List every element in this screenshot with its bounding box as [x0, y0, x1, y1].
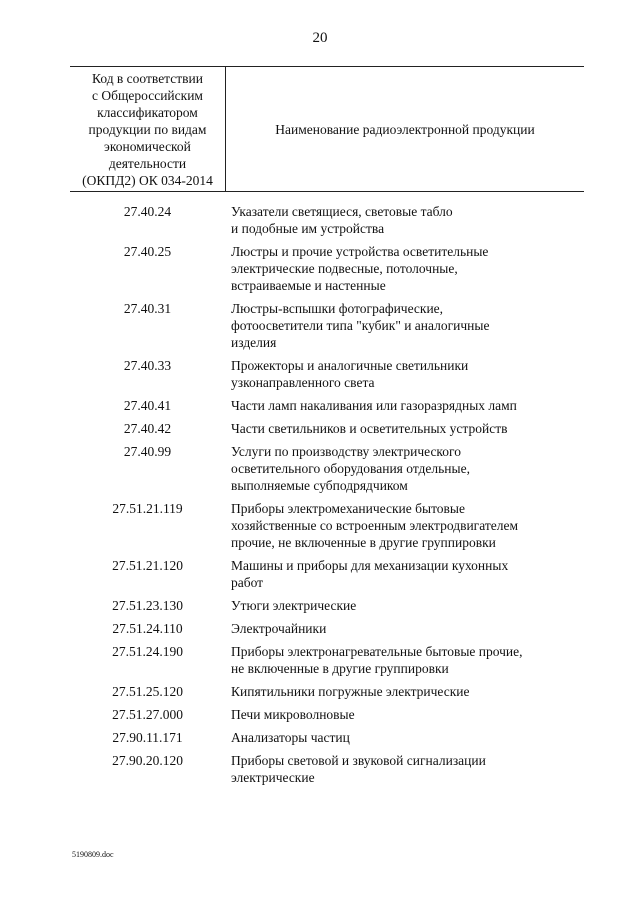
header-name-cell: [226, 67, 584, 191]
row-code: 27.40.25: [123, 244, 172, 259]
row-code: 27.40.99: [123, 444, 172, 459]
header-name-label: Наименование радиоэлектронной продукции: [275, 121, 535, 137]
page-number: 20: [312, 30, 328, 46]
row-code: 27.51.27.000: [112, 707, 183, 722]
row-name: Утюги электрические: [231, 598, 357, 613]
table-row: [70, 397, 584, 414]
table-row: [70, 729, 584, 746]
table-row: [70, 683, 584, 700]
table-header: [70, 66, 584, 192]
table-row: [70, 597, 584, 614]
table-row: [70, 443, 584, 494]
row-code: 27.40.33: [123, 358, 172, 373]
row-code: 27.40.31: [123, 301, 172, 316]
row-name: Кипятильники погружные электрические: [231, 684, 470, 699]
row-name: Люстры и прочие устройства осветительные электрические подвесные, потолочные, встраиваемые и настенные: [231, 244, 489, 293]
table-row: [70, 643, 584, 677]
row-name: Указатели светящиеся, световые табло и подобные им устройства: [231, 204, 453, 236]
row-code: 27.51.21.120: [112, 558, 183, 573]
row-code: 27.51.24.110: [112, 621, 183, 636]
row-name: Части ламп накаливания или газоразрядных ламп: [231, 398, 517, 413]
row-code: 27.40.41: [123, 398, 172, 413]
row-name: Услуги по производству электрического осветительного оборудования отдельные, выполняемые субподрядчиком: [231, 444, 470, 493]
row-code: 27.40.42: [123, 421, 172, 436]
row-name: Приборы электромеханические бытовые хозяйственные со встроенным электродвигателем прочие, не включенные в другие группировки: [231, 501, 519, 550]
table-row: [70, 557, 584, 591]
table-row: [70, 357, 584, 391]
header-code-label: Код в соответствии с Общероссийским классификатором продукции по видам экономической деятельности (ОКПД2) ОК 034-2014: [82, 70, 213, 188]
table-row: [70, 420, 584, 437]
row-name: Машины и приборы для механизации кухонных работ: [231, 558, 509, 590]
row-name: Анализаторы частиц: [231, 730, 350, 745]
row-name: Печи микроволновые: [231, 707, 355, 722]
table-row: [70, 706, 584, 723]
row-code: 27.90.20.120: [112, 753, 183, 768]
row-code: 27.40.24: [123, 204, 172, 219]
table-row: [70, 500, 584, 551]
document-filename: 5190809.doc: [72, 850, 114, 859]
table-row: [70, 203, 584, 237]
row-name: Прожекторы и аналогичные светильники узконаправленного света: [231, 358, 469, 390]
row-name: Приборы электронагревательные бытовые прочие, не включенные в другие группировки: [231, 644, 523, 676]
row-code: 27.51.21.119: [112, 501, 183, 516]
row-code: 27.51.25.120: [112, 684, 183, 699]
row-name: Электрочайники: [231, 621, 327, 636]
table-row: [70, 752, 584, 786]
row-code: 27.51.23.130: [112, 598, 183, 613]
table-row: [70, 243, 584, 294]
header-code-cell: [70, 67, 225, 191]
table-body: [70, 203, 584, 792]
row-code: 27.90.11.171: [112, 730, 183, 745]
row-name: Части светильников и осветительных устройств: [231, 421, 508, 436]
row-code: 27.51.24.190: [112, 644, 183, 659]
row-name: Приборы световой и звуковой сигнализации электрические: [231, 753, 486, 785]
table-row: [70, 300, 584, 351]
row-name: Люстры-вспышки фотографические, фотоосветители типа "кубик" и аналогичные изделия: [231, 301, 490, 350]
table-row: [70, 620, 584, 637]
